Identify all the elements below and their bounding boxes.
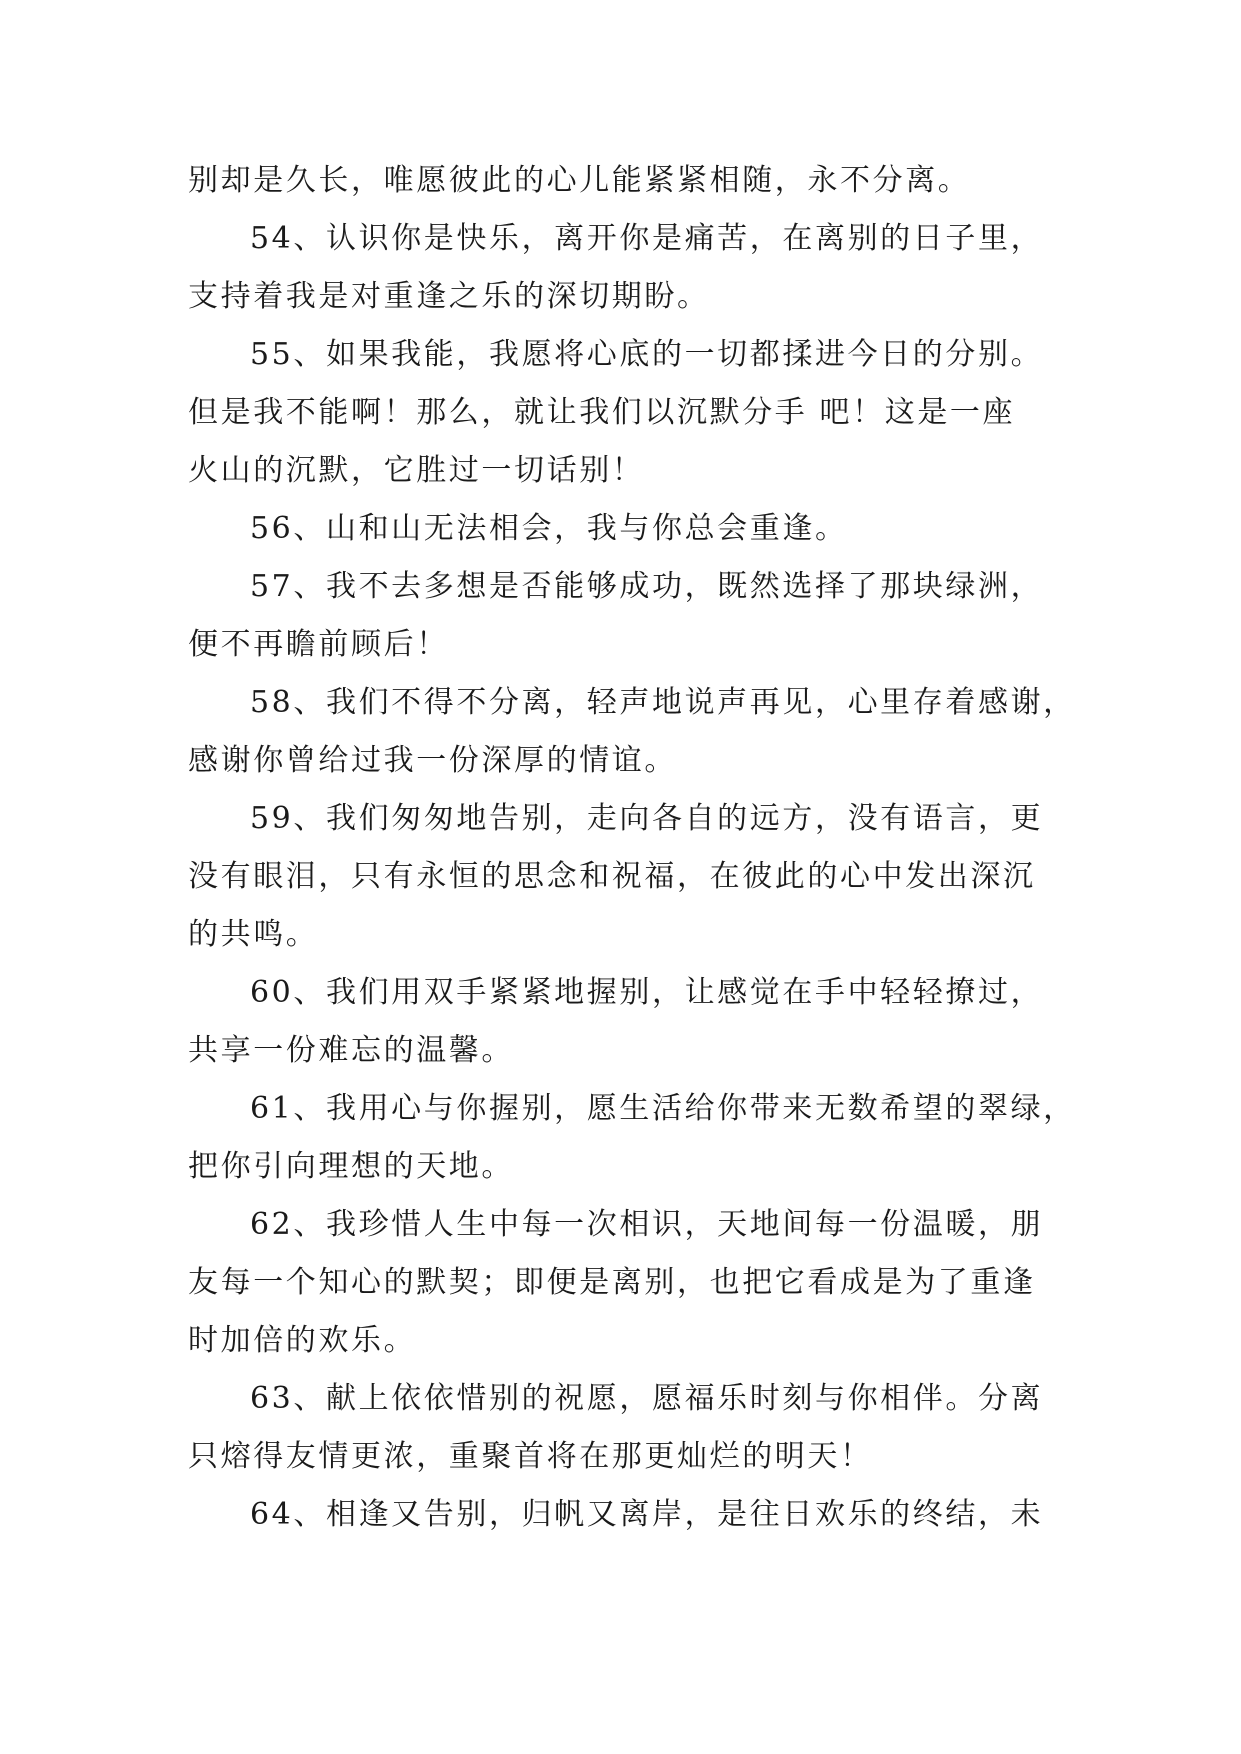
text-line: 共享一份难忘的温馨。 <box>188 1033 514 1068</box>
paragraph <box>188 1196 1063 1370</box>
text-line: 没有眼泪，只有永恒的思念和祝福，在彼此的心中发出深沉 <box>188 859 1036 894</box>
paragraph <box>188 326 1063 500</box>
paragraph <box>188 1080 1076 1196</box>
text-line: 别却是久长，唯愿彼此的心儿能紧紧相随，永不分离。 <box>188 163 971 198</box>
text-line: 时加倍的欢乐。 <box>188 1323 417 1358</box>
text-line: 64、相逢又告别，归帆又离岸，是往日欢乐的终结，未 <box>250 1497 1044 1532</box>
text-line: 58、我们不得不分离，轻声地说声再见，心里存着感谢， <box>250 685 1076 720</box>
text-line: 56、山和山无法相会，我与你总会重逢。 <box>250 511 848 546</box>
text-line: 但是我不能啊！那么，就让我们以沉默分手 吧！这是一座 <box>188 395 1016 430</box>
text-line: 61、我用心与你握别，愿生活给你带来无数希望的翠绿， <box>250 1091 1076 1126</box>
paragraph <box>188 210 1063 326</box>
text-line: 55、如果我能，我愿将心底的一切都揉进今日的分别。 <box>250 337 1044 372</box>
text-line: 63、献上依依惜别的祝愿，愿福乐时刻与你相伴。分离 <box>250 1381 1044 1416</box>
text-line: 便不再瞻前顾后！ <box>188 627 449 662</box>
paragraph <box>188 964 1063 1080</box>
text-line: 62、我珍惜人生中每一次相识，天地间每一份温暖，朋 <box>250 1207 1044 1242</box>
paragraph <box>188 1370 1063 1486</box>
paragraph <box>188 558 1063 674</box>
text-line: 支持着我是对重逢之乐的深切期盼。 <box>188 279 710 314</box>
paragraph <box>188 674 1076 790</box>
text-line: 59、我们匆匆地告别，走向各自的远方，没有语言，更 <box>250 801 1044 836</box>
paragraph <box>188 500 1063 558</box>
paragraph <box>188 1486 1063 1544</box>
text-line: 54、认识你是快乐，离开你是痛苦，在离别的日子里， <box>250 221 1044 256</box>
text-line: 火山的沉默，它胜过一切话别！ <box>188 453 645 488</box>
text-line: 的共鸣。 <box>188 917 319 952</box>
text-line: 把你引向理想的天地。 <box>188 1149 514 1184</box>
text-line: 57、我不去多想是否能够成功，既然选择了那块绿洲， <box>250 569 1044 604</box>
text-line: 感谢你曾给过我一份深厚的情谊。 <box>188 743 677 778</box>
text-line: 60、我们用双手紧紧地握别，让感觉在手中轻轻撩过， <box>250 975 1044 1010</box>
text-line: 友每一个知心的默契；即便是离别，也把它看成是为了重逢 <box>188 1265 1036 1300</box>
text-line: 只熔得友情更浓，重聚首将在那更灿烂的明天！ <box>188 1439 873 1474</box>
paragraph <box>188 790 1063 964</box>
document-page <box>188 152 1076 1544</box>
paragraph <box>188 152 1063 210</box>
